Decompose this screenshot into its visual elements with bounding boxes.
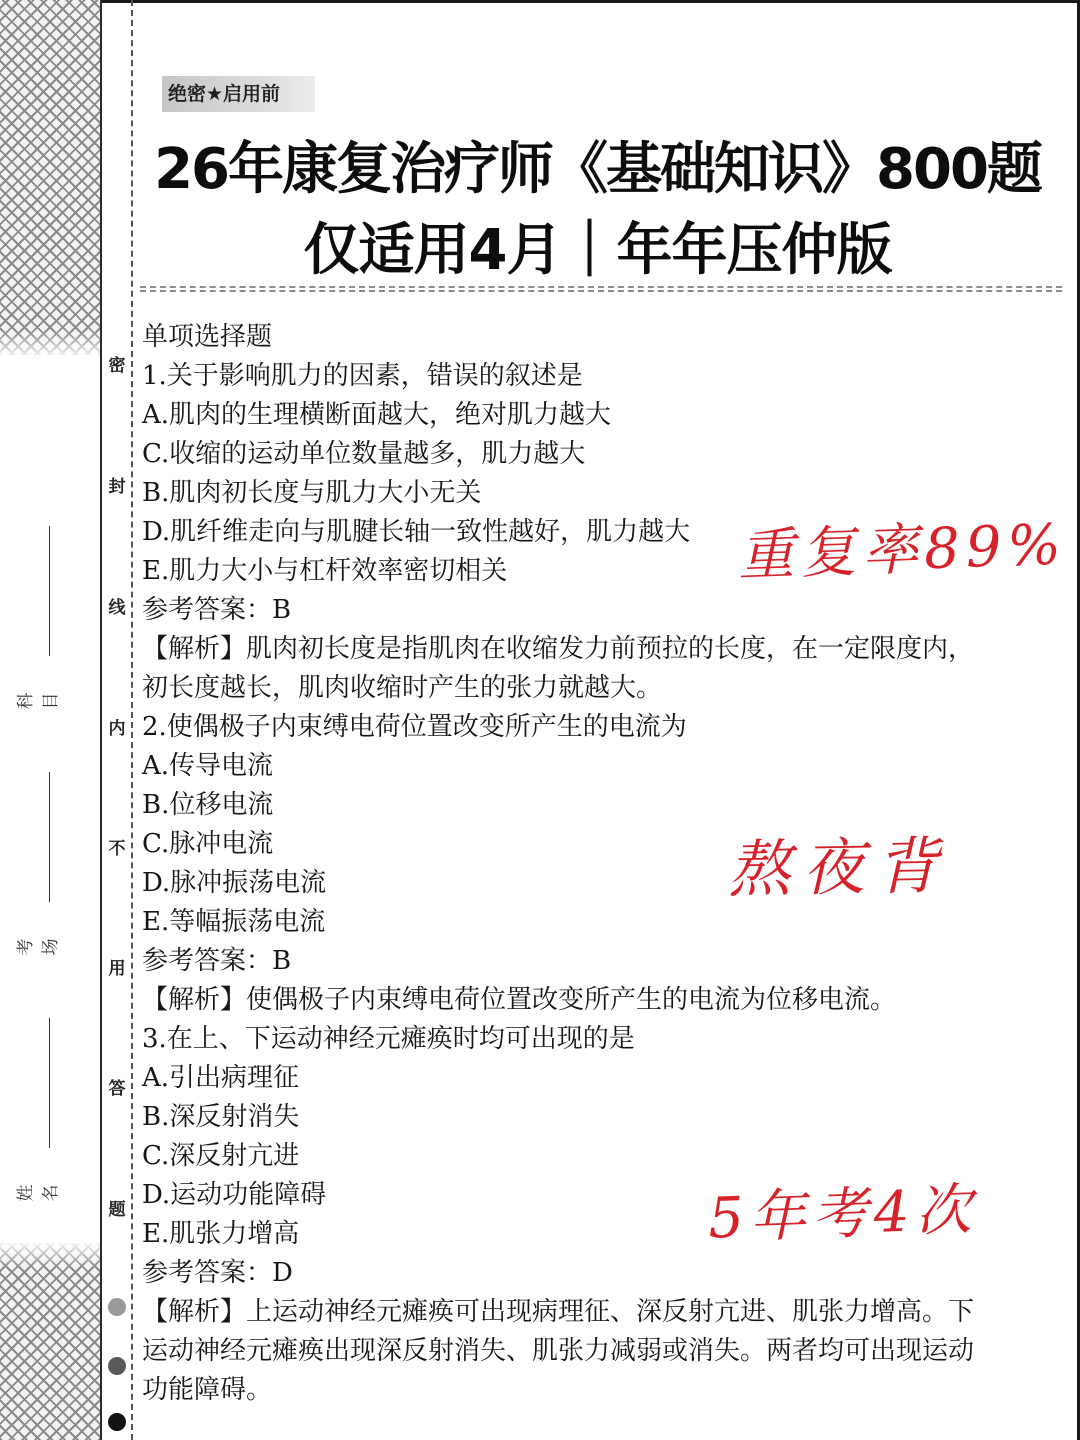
seal-dashed-line [131,0,133,1440]
exam-room-field-line [49,772,50,902]
reference-answer: 参考答案：B [142,595,292,625]
name-field-label: 姓名 [16,1184,61,1202]
subject-field-line [49,526,50,656]
seal-char: 题 [108,1200,126,1220]
explanation-text: 【解析】使偶极子内束缚电荷位置改变所产生的电流为位移电流。 [142,985,897,1015]
seal-char: 用 [108,959,126,979]
answer-option: B.位移电流 [142,790,274,820]
answer-option: D.运动功能障碍 [142,1180,327,1210]
seal-char: 不 [108,839,126,859]
explanation-text: 初长度越长，肌肉收缩时产生的张力就越大。 [142,673,663,703]
section-heading: 单项选择题 [142,322,273,352]
answer-option: B.深反射消失 [142,1102,300,1132]
seal-char: 答 [108,1079,126,1099]
answer-option: C.脉冲电流 [142,829,274,859]
answer-option: E.肌张力增高 [142,1219,300,1249]
page-subtitle: 仅适用4月｜年年压仲版 [303,218,892,283]
explanation-text: 功能障碍。 [142,1375,273,1405]
binding-edge-line [100,0,102,1440]
explanation-text: 【解析】肌肉初长度是指肌肉在收缩发力前预拉的长度，在一定限度内， [142,634,975,664]
handwritten-note-repeat-rate: 重复率89% [737,512,1068,589]
name-field-line [49,1018,50,1148]
handwritten-note-study-late: 熬夜背 [727,829,951,906]
question-stem: 3.在上、下运动神经元瘫痪时均可出现的是 [142,1024,635,1054]
seal-char: 封 [108,477,126,497]
answer-option: C.收缩的运动单位数量越多，肌力越大 [142,439,586,469]
answer-option: C.深反射亢进 [142,1141,300,1171]
question-stem: 2.使偶极子内束缚电荷位置改变所产生的电流为 [142,712,687,742]
answer-option: D.肌纤维走向与肌腱长轴一致性越好，肌力越大 [142,517,691,547]
punch-hole [108,1413,126,1431]
confidential-badge: 绝密★启用前 [162,76,315,112]
answer-option: A.肌肉的生理横断面越大，绝对肌力越大 [142,400,612,430]
binding-pattern-bottom [0,1243,100,1440]
binding-pattern-top [0,0,100,355]
seal-char: 线 [108,598,126,618]
explanation-text: 【解析】上运动神经元瘫痪可出现病理征、深反射亢进、肌张力增高。下 [142,1297,975,1327]
exam-room-field-label: 考场 [16,938,61,956]
punch-hole [108,1357,126,1375]
seal-char: 内 [108,719,126,739]
explanation-text: 运动神经元瘫痪出现深反射消失、肌张力减弱或消失。两者均可出现运动 [142,1336,975,1366]
answer-option: D.脉冲振荡电流 [142,868,327,898]
handwritten-note-exam-frequency: 5年考4次 [707,1177,979,1252]
page-title: 26年康复治疗师《基础知识》800题 [154,137,1041,202]
answer-option: E.肌力大小与杠杆效率密切相关 [142,556,508,586]
header-divider [140,286,1062,292]
answer-option: A.引出病理征 [142,1063,300,1093]
punch-hole [108,1298,126,1316]
reference-answer: 参考答案：B [142,946,292,976]
answer-option: B.肌肉初长度与肌力大小无关 [142,478,482,508]
reference-answer: 参考答案：D [142,1258,293,1288]
answer-option: E.等幅振荡电流 [142,907,326,937]
question-stem: 1.关于影响肌力的因素，错误的叙述是 [142,361,583,391]
seal-char: 密 [108,356,126,376]
answer-option: A.传导电流 [142,751,274,781]
subject-field-label: 科目 [16,692,61,710]
